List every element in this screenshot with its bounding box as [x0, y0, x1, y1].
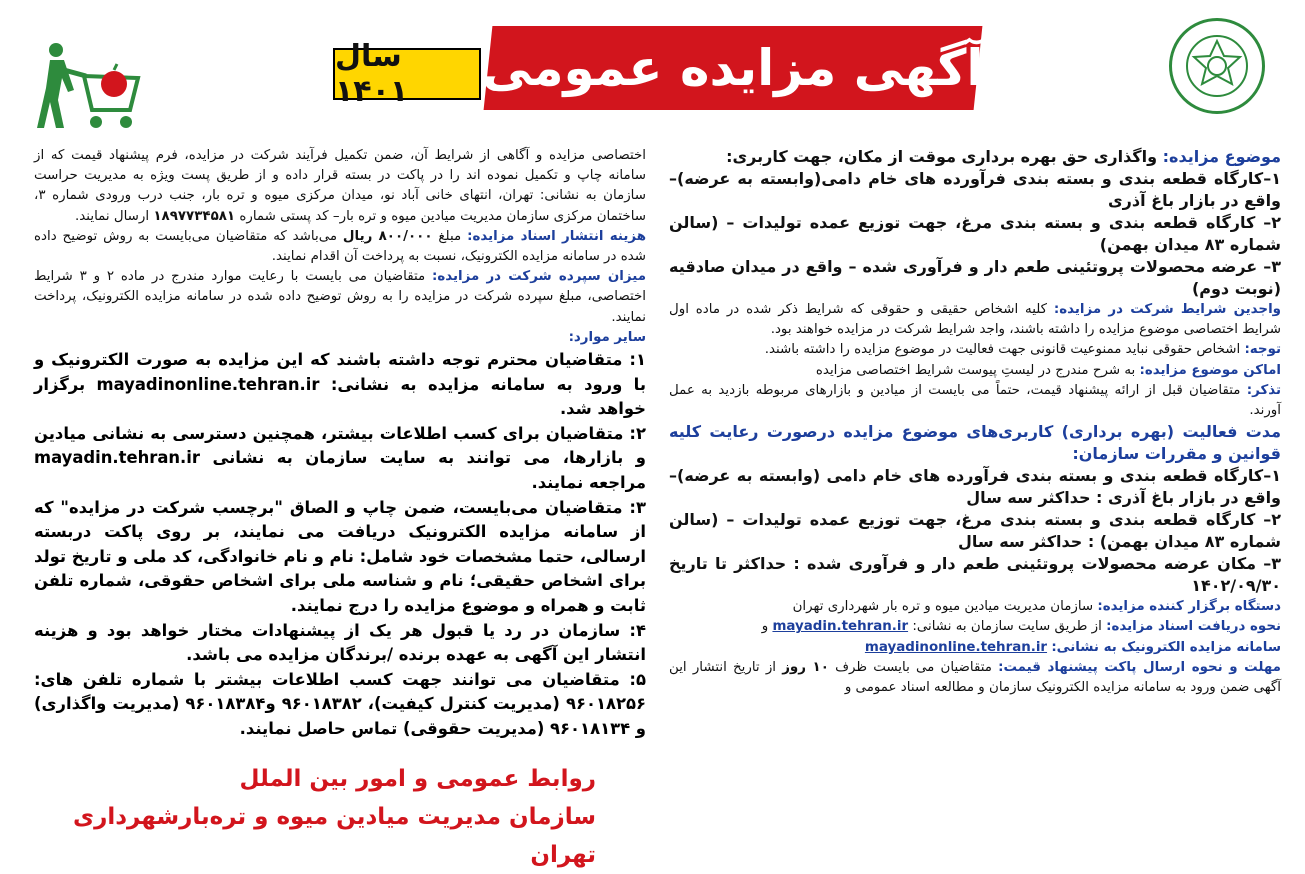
system-label: سامانه مزایده الکترونیک به نشانی:: [1051, 639, 1281, 655]
subject-item-1: ۱–کارگاه قطعه بندی و بسته بندی فرآورده های خام دامی(وابسته به عرضه)– واقع در بازار باغ آذری: [669, 169, 1281, 210]
other-item-1b: برگزار خواهد شد.: [34, 374, 646, 419]
other-item-5: ۵: متقاضیان می توانند جهت کسب اطلاعات بیشتر با شماره تلفن های: ۹۶۰۱۸۲۵۶ (مدیریت کنترل کیفیت)، ۹۶۰۱۸۳۸۲ و۹۶۰۱۸۳۸۴ (مدیریت واگذاری) و ۹۶۰۱۸۱۳۴ (مدیریت حقوقی) تماس حاصل نمایند.: [34, 669, 646, 738]
duration-item-1: ۱–کارگاه قطعه بندی و بسته بندی فرآورده های خام دامی (وابسته به عرضه)– واقع در بازار باغ آذری : حداکثر سه سال: [669, 466, 1281, 508]
right-column: [669, 146, 1281, 698]
cost-label: هزینه انتشار اسناد مزایده:: [467, 228, 646, 244]
cost-text-1: مبلغ: [438, 228, 462, 244]
subject-text: واگذاری حق بهره برداری موقت از مکان، جهت کاربری:: [726, 147, 1158, 166]
intro-end: ارسال نمایند.: [75, 208, 150, 224]
deposit-text: متقاضیان می بایست با رعایت موارد مندرج در ماده ۲ و ۳ شرایط اختصاصی، مبلغ سپرده شرکت در مزایده را به روش توضیح داده شده در سامانه مزایده الکترونیک، پرداخت نمایند.: [34, 269, 646, 325]
year-badge: [333, 39, 481, 109]
duration-item-3: ۳– مکان عرضه محصولات پروتئینی طعم دار و فرآوری شده : حداکثر تا تاریخ ۱۴۰۲/۰۹/۳۰: [669, 554, 1281, 596]
left-column: [34, 146, 646, 742]
system-link[interactable]: mayadinonline.tehran.ir: [864, 639, 1048, 655]
other-item-1a: ۱: متقاضیان محترم توجه داشته باشند که این مزایده به صورت الکترونیک و با ورود به سامانه مزایده به نشانی:: [34, 350, 646, 394]
docs-label: نحوه دریافت اسناد مزایده:: [1106, 619, 1281, 635]
deposit-label: میزان سپرده شرکت در مزایده:: [432, 269, 646, 285]
signature-line-1: روابط عمومی و امور بین الملل: [239, 766, 596, 792]
other-item-3: ۳: متقاضیان می‌بایست، ضمن چاپ و الصاق "برچسب شرکت در مزایده" که از سامانه مزایده الکترونیک دریافت می نمایند، بر روی پاکت دربسته ارسالی، حتما مشخصات خود شامل: نام و نام خانوادگی، کد ملی و تاریخ تولد برای اشخاص حقیقی؛ نام و شناسه ملی برای اشخاص حقوقی، شماره تلفن ثابت و همراه و موضوع مزایده را درج نمایند.: [34, 497, 646, 615]
reminder-text: متقاضیان قبل از ارائه پیشنهاد قیمت، حتماً می بایست از میادین و بازارهای مربوطه بازدید به عمل آورند.: [669, 382, 1281, 419]
note-label: توجه:: [1244, 342, 1281, 358]
shopping-cart-person-icon: [34, 40, 144, 132]
logo-emblem: [1172, 21, 1262, 111]
other-item-2b: مراجعه نمایند.: [531, 473, 646, 492]
organizer-label: دستگاه برگزار کننده مزایده:: [1097, 599, 1281, 615]
organizer-text: سازمان مدیریت میادین میوه و تره بار شهرداری تهران: [792, 599, 1094, 615]
reminder-label: تذکر:: [1246, 382, 1282, 398]
signature-line-2: سازمان مدیریت میادین میوه و تره‌بارشهرداری تهران: [73, 804, 596, 868]
other-item-2a: ۲: متقاضیان برای کسب اطلاعات بیشتر، همچنین دسترسی به نشانی میادین و بازارها، می توانند به سایت سازمان به نشانی: [34, 423, 646, 468]
subject-item-2: ۲– کارگاه قطعه بندی و بسته بندی مرغ، جهت توزیع عمده تولیدات – (سالن شماره ۸۳ میدان بهمن): [669, 213, 1281, 254]
duration-label: مدت فعالیت (بهره برداری) کاربری‌های موضوع مزایده درصورت رعایت کلیه قوانین و مقررات سازمان:: [669, 422, 1281, 464]
deadline-text-1: متقاضیان می بایست ظرف: [835, 659, 992, 675]
title-banner: [484, 26, 983, 110]
deadline-days: ۱۰ روز: [782, 659, 829, 675]
subject-label: موضوع مزایده:: [1162, 147, 1281, 166]
eligibility-label: واجدین شرایط شرکت در مزایده:: [1053, 302, 1281, 317]
deadline-label: مهلت و نحوه ارسال پاکت پیشنهاد قیمت:: [998, 659, 1281, 675]
postal-code: ۱۸۹۷۷۳۴۵۸۱: [153, 208, 236, 224]
docs-text: از طریق سایت سازمان به نشانی:: [912, 619, 1102, 635]
other-label: سایر موارد:: [568, 329, 646, 345]
municipality-logo-icon: [1169, 18, 1265, 114]
subject-item-3: ۳– عرضه محصولات پروتئینی طعم دار و فرآوری شده – واقع در میدان صادقیه (نوبت دوم): [669, 257, 1281, 298]
places-label: اماکن موضوع مزایده:: [1139, 362, 1281, 378]
cost-amount: ۸۰۰/۰۰۰ ریال: [342, 228, 433, 244]
note-text: اشخاص حقوقی نباید ممنوعیت قانونی جهت فعالیت در موضوع مزایده را داشته باشند.: [764, 342, 1241, 358]
page-title: آگهی مزایده عمومی: [482, 39, 984, 97]
intro-text: اختصاصی مزایده و آگاهی از شرایط آن، ضمن تکمیل فرآیند شرکت در مزایده، فرم پیشنهاد قیمت که از سامانه چاپ و تکمیل نموده اند را در پاکت در بسته قرار داده و از طریق پست ویژه به مدیریت حراست سازمان به نشانی: تهران، انتهای خانی آباد نو، میدان مرکزی میوه و تره بار، جنب درب ورودی شماره ۳، ساختمان مرکزی سازمان مدیریت میادین میوه و تره بار– کد پستی شماره: [34, 148, 646, 224]
deadline-text-2: از تاریخ انتشار این آگهی ضمن ورود به سامانه مزایده الکترونیک سازمان و مطالعه اسناد عمومی و: [669, 659, 1281, 696]
eligibility-text: کلیه اشخاص حقیقی و حقوقی که شرایط ذکر شده در ماده اول شرایط اختصاصی موضوع مزایده را داشته باشند، واجد شرایط شرکت در مزایده خواهند بود.: [669, 302, 1281, 338]
docs-link[interactable]: mayadin.tehran.ir: [772, 619, 909, 635]
other-item-1-link[interactable]: mayadinonline.tehran.ir: [96, 374, 320, 394]
docs-and: و: [761, 619, 769, 635]
cost-text-2: می‌باشد که متقاضیان می‌بایست به روش توضیح داده شده در سامانه مزایده الکترونیک، نسبت به پرداخت آن اقدام نمایند.: [34, 228, 646, 265]
year-label: سال ۱۴۰۱: [335, 39, 409, 109]
places-text: به شرح مندرج در لیستِ پیوست شرایط اختصاصی مزایده: [815, 362, 1136, 378]
signature-block: [36, 760, 596, 874]
duration-item-2: ۲– کارگاه قطعه بندی و بسته بندی مرغ، جهت توزیع عمده تولیدات – (سالن شماره ۸۳ میدان بهمن) : حداکثر سه سال: [669, 510, 1281, 552]
other-item-2-link[interactable]: mayadin.tehran.ir: [34, 448, 200, 468]
other-item-4: ۴: سازمان در رد یا قبول هر یک از پیشنهادات مختار خواهد بود و هزینه انتشار این آگهی به عهده برنده /برندگان مزایده می باشد.: [34, 620, 646, 665]
